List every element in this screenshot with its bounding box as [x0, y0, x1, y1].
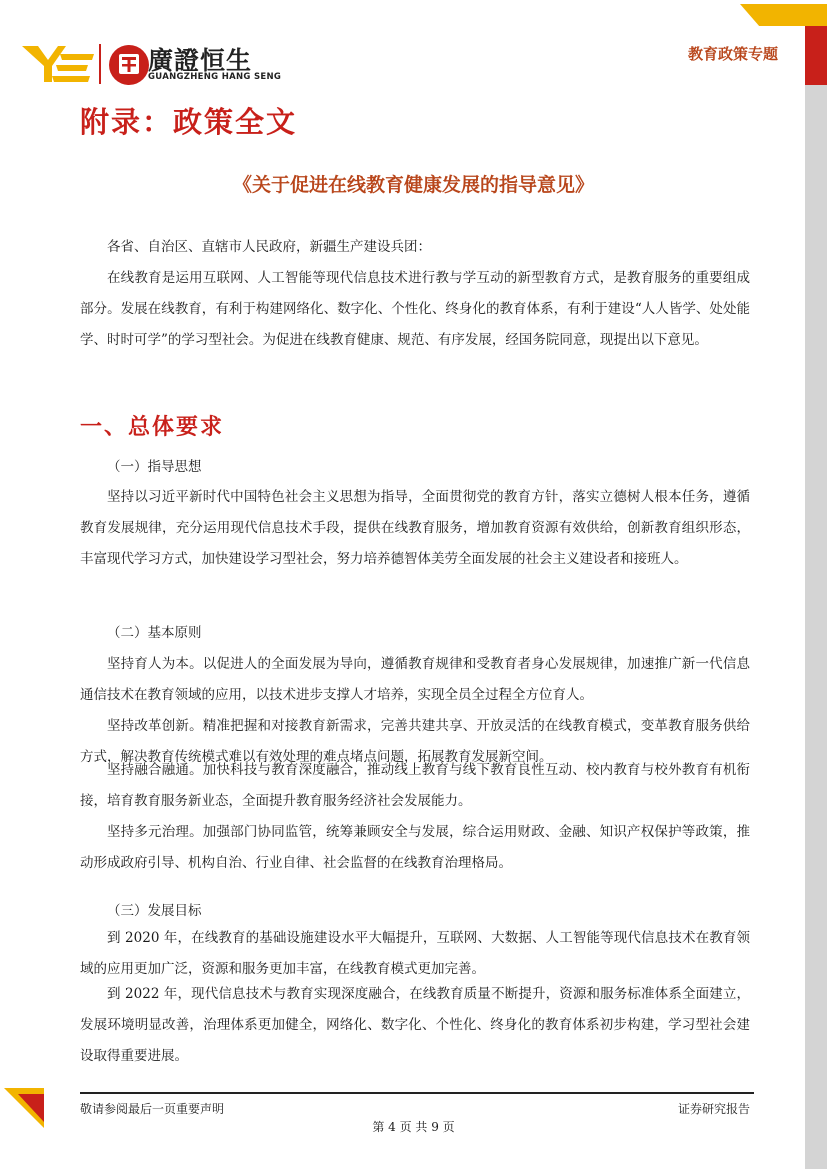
paragraph-principle-1: 坚持育人为本。以促进人的全面发展为导向，遵循教育规律和受教育者身心发展规律，加速推广新一代信息通信技术在教育领域的应用，以技术进步支撑人才培养，实现全员全过程全方位育人。	[80, 656, 750, 703]
page-number: 第 4 页 共 9 页	[372, 1120, 455, 1134]
intro-paragraph: 在线教育是运用互联网、人工智能等现代信息技术进行教与学互动的新型教育方式，是教育服务的重要组成部分。发展在线教育，有利于构建网络化、数字化、个性化、终身化的教育体系，有利于建设“人人皆学、处处能学、时时可学”的学习型社会。为促进在线教育健康、规范、有序发展，经国务院同意，现提出以下意见。	[80, 270, 750, 348]
salutation: 各省、自治区、直辖市人民政府，新疆生产建设兵团：	[107, 239, 431, 255]
logo-text-cn: 廣證恒生	[148, 46, 253, 75]
document-title: 《关于促进在线教育健康发展的指导意见》	[232, 174, 594, 196]
footer-disclaimer-note: 敬请参阅最后一页重要声明	[80, 1102, 225, 1116]
logo-divider	[99, 44, 101, 84]
subsection-heading-3: （三）发展目标	[107, 903, 202, 919]
header-tab-yellow	[740, 4, 827, 26]
side-band-red	[805, 22, 827, 85]
side-band-gray	[805, 85, 827, 1169]
paragraph-guiding-thought: 坚持以习近平新时代中国特色社会主义思想为指导，全面贯彻党的教育方针，落实立德树人根本任务，遵循教育发展规律，充分运用现代信息技术手段，提供在线教育服务，增加教育资源有效供给，创新教育组织形态，丰富现代学习方式，加快建设学习型社会，努力培养德智体美劳全面发展的社会主义建设者和接班人。	[80, 489, 750, 567]
paragraph-goal-2020: 到 2020 年，在线教育的基础设施建设水平大幅提升，互联网、大数据、人工智能等现代信息技术在教育领域的应用更加广泛，资源和服务更加丰富，在线教育模式更加完善。	[80, 930, 750, 977]
paragraph-goal-2022: 到 2022 年，现代信息技术与教育实现深度融合，在线教育质量不断提升，资源和服务标准体系全面建立，发展环境明显改善，治理体系更加健全，网络化、数字化、个性化、终身化的教育体系初步构建，学习型社会建设取得重要进展。	[80, 986, 750, 1064]
paragraph-principle-3: 坚持融合融通。加快科技与教育深度融合，推动线上教育与线下教育良性互动、校内教育与校外教育有机衔接，培育教育服务新业态，全面提升教育服务经济社会发展能力。	[80, 762, 750, 809]
footer-divider	[80, 1092, 754, 1094]
logo-text-en: GUANGZHENG HANG SENG	[148, 72, 282, 82]
section-heading-1: 一、总体要求	[80, 414, 225, 440]
paragraph-principle-2: 坚持改革创新。精准把握和对接教育新需求，完善共建共享、开放灵活的在线教育模式，变革教育服务供给方式，解决教育传统模式难以有效处理的难点堵点问题，拓展教育发展新空间。	[80, 718, 750, 765]
subsection-heading-2: （二）基本原则	[107, 625, 202, 641]
footer-report-type: 证券研究报告	[678, 1102, 751, 1116]
header-topic-tag: 教育政策专题	[688, 45, 779, 63]
paragraph-principle-4: 坚持多元治理。加强部门协同监管，统筹兼顾安全与发展，综合运用财政、金融、知识产权保护等政策，推动形成政府引导、机构自治、行业自律、社会监督的在线教育治理格局。	[80, 824, 750, 871]
appendix-title: 附录：政策全文	[80, 105, 298, 139]
subsection-heading-1: （一）指导思想	[107, 459, 202, 475]
